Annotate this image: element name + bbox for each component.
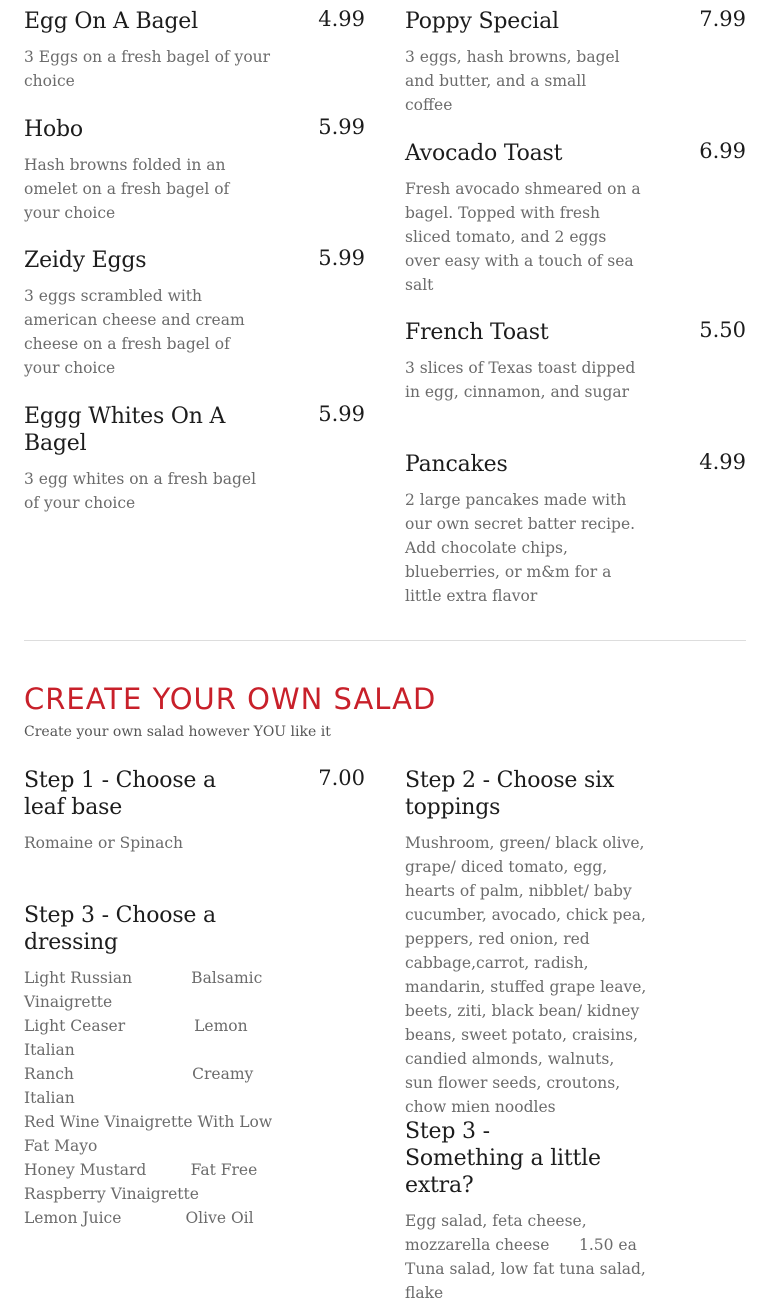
menu-item-eggg-whites-on-a-bagel <box>24 403 365 515</box>
item-name: Zeidy Eggs <box>24 248 147 273</box>
extras-list: Egg salad, feta cheese, mozzarella cheese 1.50 ea Tuna salad, low fat tuna salad, flake <box>405 1212 646 1302</box>
item-description: 3 slices of Texas toast dipped in egg, cinnamon, and sugar <box>405 359 636 401</box>
toppings-list: Mushroom, green/ black olive, grape/ diced tomato, egg, hearts of palm, nibblet/ baby cucumber, avocado, chick pea, peppers, red onion, red cabbage,carrot, radish, mandarin, stuffed grape leave, beets, ziti, black bean/ kidney beans, sweet potato, craisins, candied almonds, walnuts, sun flower seeds, croutons, chow mien noodles <box>405 834 647 1116</box>
item-price: 5.50 <box>699 318 746 342</box>
menu-item-zeidy-eggs <box>24 247 365 380</box>
salad-step-2 <box>405 767 746 1119</box>
item-name: Avocado Toast <box>405 141 563 166</box>
item-description: 3 eggs scrambled with american cheese and cream cheese on a fresh bagel of your choice <box>24 287 245 377</box>
item-price: 4.99 <box>318 7 365 31</box>
item-price: 5.99 <box>318 246 365 270</box>
step-description: Romaine or Spinach <box>24 834 184 852</box>
section-divider <box>24 640 746 641</box>
item-name: French Toast <box>405 320 549 345</box>
item-price: 5.99 <box>318 115 365 139</box>
item-name: Eggg Whites On A Bagel <box>24 404 226 456</box>
menu-item-pancakes <box>405 451 746 608</box>
dressing-list: Light Russian Balsamic Vinaigrette Light Ceaser Lemon Italian Ranch Creamy Italian Red Wine Vinaigrette With Low Fat Mayo Honey Mustard Fat Free Raspberry Vinaigrette Lemon Juice Olive Oil <box>24 969 273 1227</box>
item-price: 5.99 <box>318 402 365 426</box>
section-title: CREATE YOUR OWN SALAD <box>24 682 437 716</box>
item-description: 2 large pancakes made with our own secret batter recipe. Add chocolate chips, blueberries, or m&m for a little extra flavor <box>405 491 636 605</box>
item-description: 3 Eggs on a fresh bagel of your choice <box>24 48 271 90</box>
step-price: 7.00 <box>318 766 365 790</box>
salad-step-3-extra <box>405 1118 746 1305</box>
salad-step-3-dressing <box>24 902 365 1230</box>
menu-item-poppy-special <box>405 8 746 117</box>
item-description: Fresh avocado shmeared on a bagel. Topped with fresh sliced tomato, and 2 eggs over easy with a touch of sea salt <box>405 180 641 294</box>
item-description: Hash browns folded in an omelet on a fresh bagel of your choice <box>24 156 230 222</box>
item-price: 7.99 <box>699 7 746 31</box>
step-name: Step 2 - Choose six toppings <box>405 768 615 820</box>
step-name: Step 3 - Something a little extra? <box>405 1119 601 1198</box>
step-name: Step 1 - Choose a leaf base <box>24 768 216 820</box>
salad-step-1 <box>24 767 365 855</box>
item-description: 3 eggs, hash browns, bagel and butter, and a small coffee <box>405 48 620 114</box>
menu-item-french-toast <box>405 319 746 404</box>
section-subtitle: Create your own salad however YOU like it <box>24 724 331 740</box>
menu-item-egg-on-a-bagel <box>24 8 365 93</box>
item-name: Egg On A Bagel <box>24 9 198 34</box>
step-name: Step 3 - Choose a dressing <box>24 903 216 955</box>
item-name: Pancakes <box>405 452 508 477</box>
item-description: 3 egg whites on a fresh bagel of your choice <box>24 470 257 512</box>
item-name: Hobo <box>24 117 83 142</box>
item-price: 6.99 <box>699 139 746 163</box>
item-name: Poppy Special <box>405 9 559 34</box>
menu-item-hobo <box>24 116 365 225</box>
item-price: 4.99 <box>699 450 746 474</box>
menu-item-avocado-toast <box>405 140 746 297</box>
